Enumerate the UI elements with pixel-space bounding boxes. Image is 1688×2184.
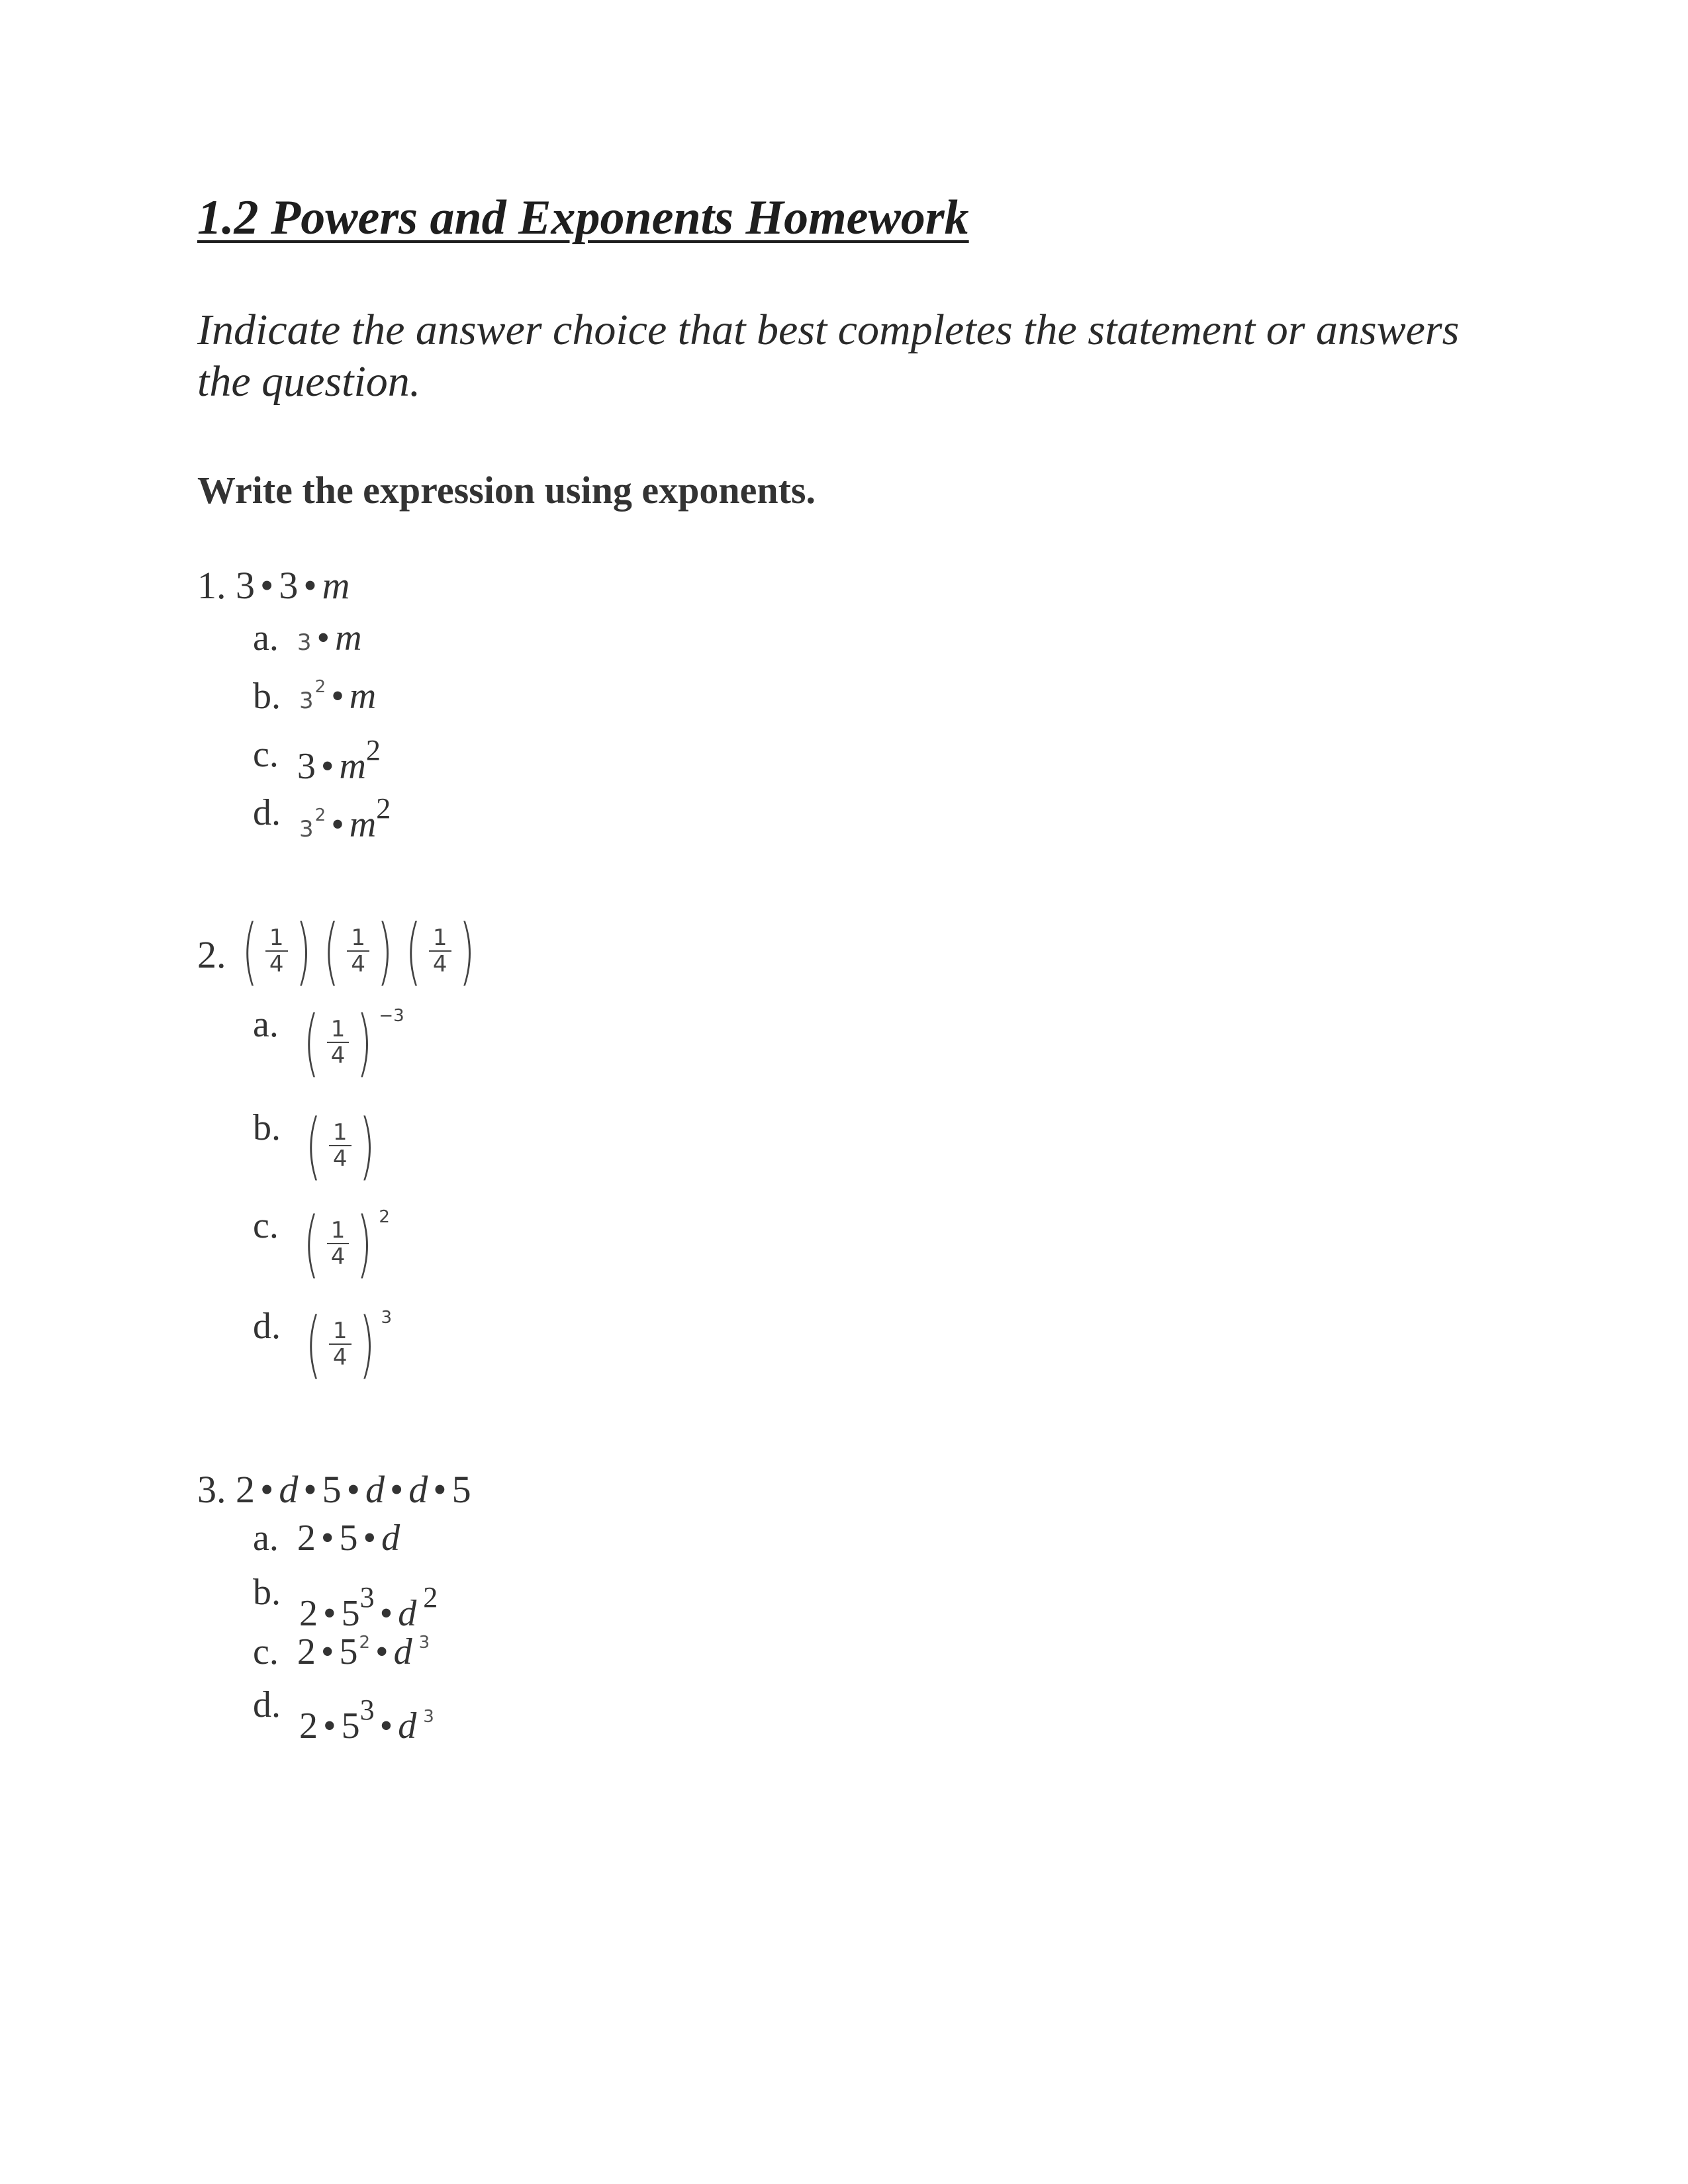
choice-expression: 2 • 5 • d — [297, 1518, 400, 1559]
question-2-choice-b[interactable] — [253, 1103, 381, 1188]
choice-label: c. — [253, 1631, 279, 1672]
question-2-choice-d[interactable] — [253, 1302, 393, 1387]
question-1-choice-b[interactable] — [253, 678, 376, 715]
fraction: $\frac{1}{4}$ — [347, 925, 369, 977]
choice-label: b. — [253, 1107, 281, 1148]
choice-label: c. — [253, 734, 279, 775]
choice-label: a. — [253, 617, 279, 659]
question-3-stem: 3. 2 • d • 5 • d • d • 5 — [197, 1468, 471, 1511]
choice-expression: $3^2$ • $m^2$ — [299, 792, 391, 845]
fraction: $\frac{1}{4}$ — [265, 925, 288, 977]
choice-label: d. — [253, 1306, 281, 1347]
choice-expression: ( $\frac{1}{4}$ ) 3 — [305, 1302, 393, 1387]
question-number: 3. — [197, 1468, 226, 1511]
fraction-product: ( $\frac{1}{4}$ ) ( $\frac{1}{4}$ ) ( $\frac{1}{4}$ ) — [242, 909, 475, 993]
choice-expression: 2 • $5^3$ • d $^2$ — [299, 1581, 438, 1634]
question-2-choice-c[interactable] — [253, 1201, 390, 1286]
choice-label: c. — [253, 1205, 279, 1246]
choice-label: a. — [253, 1518, 279, 1559]
question-1-choice-c[interactable] — [253, 736, 381, 785]
question-2-choice-a[interactable] — [253, 1000, 404, 1085]
choice-expression: $3^2$ • m — [299, 676, 377, 717]
question-1-choice-d[interactable] — [253, 794, 391, 843]
choice-label: b. — [253, 676, 281, 717]
question-3-choice-a[interactable] — [253, 1520, 400, 1557]
page-title: 1.2 Powers and Exponents Homework — [197, 191, 969, 245]
question-1-choice-a[interactable] — [253, 619, 362, 657]
fraction: $\frac{1}{4}$ — [329, 1318, 352, 1370]
fraction: $\frac{1}{4}$ — [329, 1120, 352, 1171]
choice-expression: 2 • $5^2$ • d $^3$ — [297, 1631, 430, 1672]
fraction: $\frac{1}{4}$ — [429, 925, 451, 977]
choice-label: d. — [253, 1684, 281, 1725]
choice-label: d. — [253, 792, 281, 833]
question-1-stem: 1. 3 • 3 • m — [197, 564, 350, 607]
choice-label: a. — [253, 1004, 279, 1045]
choice-label: b. — [253, 1572, 281, 1613]
fraction: $\frac{1}{4}$ — [327, 1218, 350, 1269]
section-heading: Write the expression using exponents. — [197, 469, 816, 512]
choice-expression: ( $\frac{1}{4}$ ) −3 — [303, 1000, 404, 1085]
choice-expression: 3 • $m^2$ — [297, 734, 381, 787]
choice-expression: 2 • $5^3$ • d $^3$ — [299, 1694, 434, 1747]
choice-expression: 3 • m — [297, 617, 362, 659]
fraction: $\frac{1}{4}$ — [327, 1017, 350, 1068]
instructions: Indicate the answer choice that best completes the statement or answers the question. — [197, 306, 1460, 406]
question-3-choice-c[interactable] — [253, 1633, 430, 1670]
choice-expression: ( $\frac{1}{4}$ ) 2 — [303, 1201, 390, 1286]
question-3-choice-d[interactable] — [253, 1686, 434, 1745]
question-number: 1. — [197, 564, 226, 607]
question-3-choice-b[interactable] — [253, 1574, 438, 1632]
question-number: 2. — [197, 933, 226, 976]
question-2-stem — [197, 909, 481, 993]
choice-expression: ( $\frac{1}{4}$ ) — [305, 1103, 375, 1188]
